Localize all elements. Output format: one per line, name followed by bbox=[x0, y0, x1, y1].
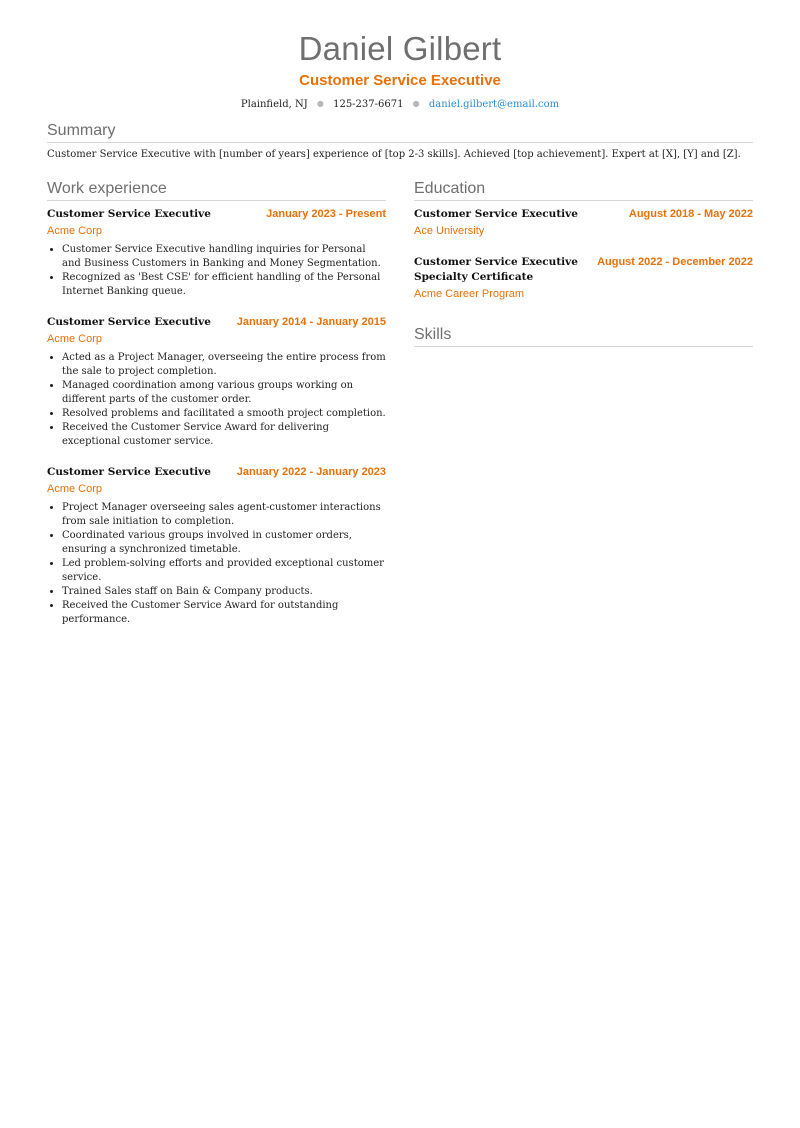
job-bullet: • Managed coordination among various groups working on different parts of the customer order. bbox=[62, 379, 386, 407]
education-date: August 2018 - May 2022 bbox=[628, 208, 753, 220]
job-title: Customer Service Executive bbox=[47, 316, 211, 328]
separator-dot-icon: ● bbox=[412, 99, 420, 108]
job-bullet: • Received the Customer Service Award for delivering exceptional customer service. bbox=[62, 421, 386, 449]
education-institution: Ace University bbox=[414, 225, 485, 237]
contact-location: Plainfield, NJ bbox=[240, 99, 308, 110]
degree-title: Customer Service Executive bbox=[414, 208, 578, 220]
job-bullet: • Led problem-solving efforts and provided exceptional customer service. bbox=[62, 557, 386, 585]
job-bullet: • Trained Sales staff on Bain & Company products. bbox=[62, 585, 386, 599]
job-bullet: • Project Manager overseeing sales agent-customer interactions from sale initiation to completion. bbox=[62, 501, 386, 529]
separator-dot-icon: ● bbox=[316, 99, 324, 108]
education-entry bbox=[414, 255, 753, 302]
work-entry bbox=[47, 315, 386, 449]
summary-heading: Summary bbox=[47, 121, 753, 143]
job-bullet: • Customer Service Executive handling inquiries for Personal and Business Customers in Banking and Money Segmentation. bbox=[62, 243, 386, 271]
job-date: January 2023 - Present bbox=[266, 208, 386, 220]
education-heading: Education bbox=[414, 179, 753, 201]
job-title: Customer Service Executive bbox=[47, 466, 211, 478]
job-bullets bbox=[47, 351, 386, 449]
job-title: Customer Service Executive bbox=[47, 208, 211, 220]
job-bullet: • Acted as a Project Manager, overseeing the entire process from the sale to project completion. bbox=[62, 351, 386, 379]
contact-email-link[interactable]: daniel.gilbert@email.com bbox=[428, 99, 560, 110]
work-experience-section bbox=[47, 179, 386, 627]
candidate-name: Daniel Gilbert bbox=[298, 30, 502, 67]
work-experience-heading: Work experience bbox=[47, 179, 386, 201]
skills-section bbox=[414, 325, 753, 347]
education-section bbox=[414, 179, 753, 302]
contact-phone: 125-237-6671 bbox=[333, 99, 404, 110]
job-bullet: • Recognized as 'Best CSE' for efficient handling of the Personal Internet Banking queue. bbox=[62, 271, 386, 299]
right-column bbox=[414, 179, 753, 347]
summary-text: Customer Service Executive with [number of years] experience of [top 2-3 skills]. Achieved [top achievement]. Expert at [X], [Y] and [Z]. bbox=[47, 149, 741, 160]
candidate-headline: Customer Service Executive bbox=[299, 72, 501, 89]
job-date: January 2022 - January 2023 bbox=[236, 466, 386, 478]
skills-heading: Skills bbox=[414, 325, 753, 347]
degree-title: Customer Service Executive Specialty Certificate bbox=[414, 256, 578, 283]
job-bullets bbox=[47, 501, 386, 627]
resume-header bbox=[0, 0, 800, 112]
contact-line bbox=[0, 97, 800, 112]
summary-section bbox=[47, 121, 753, 162]
job-bullet: • Received the Customer Service Award for outstanding performance. bbox=[62, 599, 386, 627]
education-date: August 2022 - December 2022 bbox=[597, 256, 753, 268]
job-date: January 2014 - January 2015 bbox=[236, 316, 386, 328]
job-bullet: • Coordinated various groups involved in customer orders, ensuring a synchronized timetable. bbox=[62, 529, 386, 557]
job-bullets bbox=[47, 243, 386, 299]
education-entry bbox=[414, 207, 753, 239]
work-entry bbox=[47, 465, 386, 627]
job-bullet: • Resolved problems and facilitated a smooth project completion. bbox=[62, 407, 386, 421]
education-institution: Acme Career Program bbox=[414, 288, 525, 300]
job-company: Acme Corp bbox=[47, 333, 103, 345]
job-company: Acme Corp bbox=[47, 225, 103, 237]
work-entry bbox=[47, 207, 386, 299]
job-company: Acme Corp bbox=[47, 483, 103, 495]
